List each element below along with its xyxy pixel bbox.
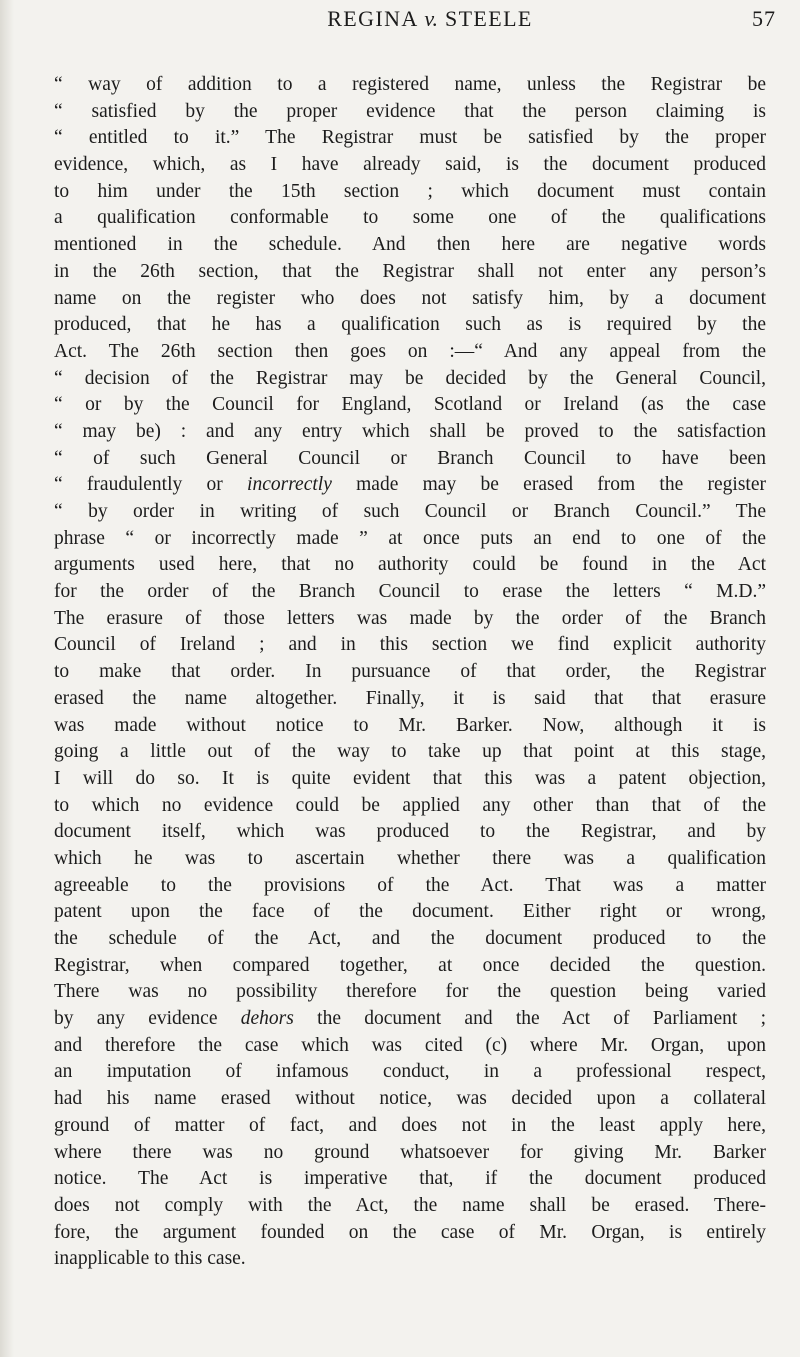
gutter-shadow: [0, 0, 14, 1357]
text-line: does not comply with the Act, the name shall be erased. There-: [54, 1194, 766, 1216]
text-line: “ way of addition to a registered name, unless the Registrar be: [54, 74, 766, 95]
text-line: a qualification conformable to some one of the qualifications: [54, 207, 766, 229]
text-line: to him under the 15th section ; which document must contain: [54, 180, 766, 202]
text-line: notice. The Act is imperative that, if the document produced: [54, 1168, 766, 1190]
text-line: by any evidence dehors the document and the Act of Parliament ;: [54, 1008, 766, 1030]
text-line: the schedule of the Act, and the document produced to the: [54, 928, 766, 949]
text-line: which he was to ascertain whether there was a qualification: [54, 847, 766, 869]
text-line: document itself, which was produced to the Registrar, and by: [54, 821, 766, 843]
text-line: for the order of the Branch Council to erase the letters “ M.D.”: [54, 581, 766, 603]
text-line: There was no possibility therefore for the question being varied: [54, 981, 766, 1003]
text-line: agreeable to the provisions of the Act. That was a matter: [54, 874, 766, 896]
text-line: Council of Ireland ; and in this section we find explicit authority: [54, 634, 766, 656]
text-line: erased the name altogether. Finally, it is said that that erasure: [54, 687, 766, 709]
text-line: “ satisfied by the proper evidence that the person claiming is: [54, 100, 766, 122]
text-line: ground of matter of fact, and does not in the least apply here,: [54, 1114, 766, 1136]
text-line: inapplicable to this case.: [54, 1248, 246, 1270]
page-number: 57: [752, 6, 776, 31]
text-line: arguments used here, that no authority could be found in the Act: [54, 554, 766, 576]
text-line: was made without notice to Mr. Barker. Now, although it is: [54, 714, 766, 736]
title-post: STEELE: [438, 6, 533, 31]
text-line: evidence, which, as I have already said, is the document produced: [54, 154, 766, 176]
text-line: Act. The 26th section then goes on :—“ And any appeal from the: [54, 340, 766, 362]
text-line: where there was no ground whatsoever for giving Mr. Barker: [54, 1141, 766, 1163]
text-line: phrase “ or incorrectly made ” at once puts an end to one of the: [54, 527, 766, 549]
text-line: patent upon the face of the document. Either right or wrong,: [54, 901, 766, 923]
text-line: in the 26th section, that the Registrar shall not enter any person’s: [54, 260, 766, 282]
running-title: [52, 6, 778, 32]
text-line: “ fraudulently or incorrectly made may be erased from the register: [54, 474, 766, 496]
text-line: name on the register who does not satisfy him, by a document: [54, 287, 766, 309]
text-line: “ by order in writing of such Council or Branch Council.” The: [54, 501, 766, 522]
text-line: going a little out of the way to take up that point at this stage,: [54, 741, 766, 763]
text-line: “ or by the Council for England, Scotland or Ireland (as the case: [54, 394, 766, 416]
text-line: had his name erased without notice, was decided upon a collateral: [54, 1088, 766, 1110]
text-line: Registrar, when compared together, at once decided the question.: [54, 954, 766, 976]
text-line: “ decision of the Registrar may be decided by the General Council,: [54, 367, 766, 389]
text-line: an imputation of infamous conduct, in a professional respect,: [54, 1061, 766, 1083]
text-line: fore, the argument founded on the case of Mr. Organ, is entirely: [54, 1221, 766, 1243]
text-line: “ entitled to it.” The Registrar must be satisfied by the proper: [54, 127, 766, 149]
title-v: v.: [424, 6, 439, 31]
text-line: to make that order. In pursuance of that order, the Registrar: [54, 661, 766, 683]
text-line: “ of such General Council or Branch Council to have been: [54, 447, 766, 469]
text-line: “ may be) : and any entry which shall be proved to the satisfaction: [54, 420, 766, 442]
text-line: The erasure of those letters was made by the order of the Branch: [54, 607, 766, 629]
text-line: to which no evidence could be applied any other than that of the: [54, 794, 766, 816]
running-head: [52, 4, 778, 48]
text-line: I will do so. It is quite evident that this was a patent objection,: [54, 767, 766, 789]
body-text: [54, 72, 766, 1273]
text-line: and therefore the case which was cited (c) where Mr. Organ, upon: [54, 1034, 766, 1056]
title-pre: REGINA: [327, 6, 425, 31]
text-line: produced, that he has a qualification such as is required by the: [54, 314, 766, 336]
text-line: mentioned in the schedule. And then here are negative words: [54, 234, 766, 256]
